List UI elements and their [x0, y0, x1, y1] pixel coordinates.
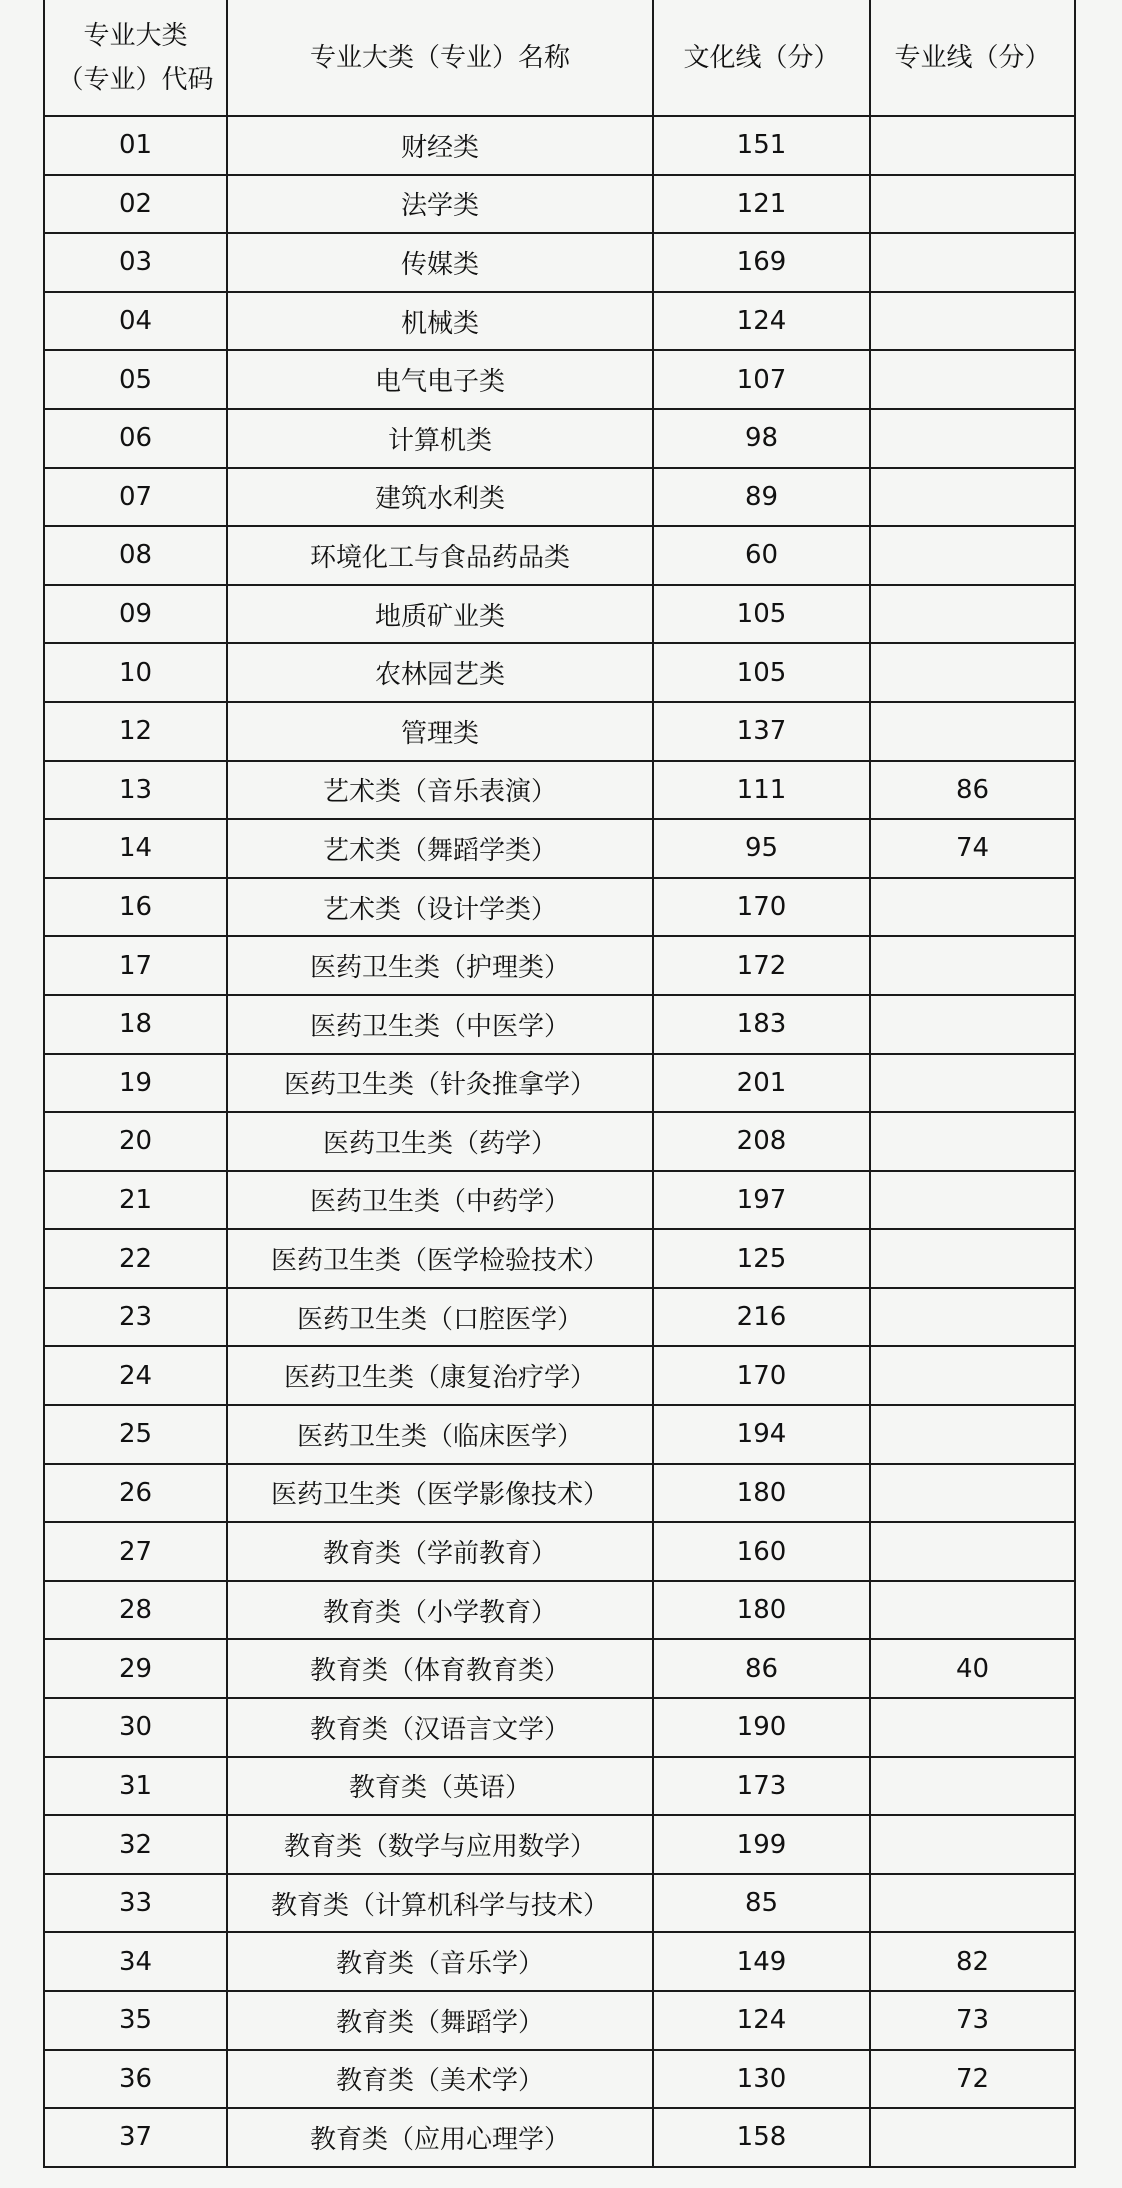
- cell-culture-score: 85: [653, 1874, 870, 1933]
- cell-name: 教育类（美术学）: [227, 2050, 653, 2109]
- cell-major-score: 74: [870, 819, 1075, 878]
- cell-major-score: [870, 116, 1075, 175]
- cell-culture-score: 160: [653, 1522, 870, 1581]
- cell-major-score: [870, 233, 1075, 292]
- table-row: [44, 2050, 1075, 2109]
- cell-name: 艺术类（音乐表演）: [227, 761, 653, 820]
- cell-culture-score: 158: [653, 2108, 870, 2167]
- cell-name: 电气电子类: [227, 350, 653, 409]
- cell-code: 09: [44, 585, 227, 644]
- header-code: [44, 0, 227, 116]
- cell-culture-score: 199: [653, 1815, 870, 1874]
- cell-code: 19: [44, 1054, 227, 1113]
- header-culture-score: 文化线（分）: [653, 0, 870, 116]
- cell-name: 教育类（音乐学）: [227, 1932, 653, 1991]
- header-code-line2: （专业）代码: [57, 64, 214, 95]
- table-row: [44, 292, 1075, 351]
- cell-major-score: 82: [870, 1932, 1075, 1991]
- cell-major-score: [870, 292, 1075, 351]
- cell-name: 教育类（数学与应用数学）: [227, 1815, 653, 1874]
- table-row: [44, 468, 1075, 527]
- cell-name: 地质矿业类: [227, 585, 653, 644]
- cell-code: 18: [44, 995, 227, 1054]
- cell-culture-score: 197: [653, 1171, 870, 1230]
- cell-name: 教育类（汉语言文学）: [227, 1698, 653, 1757]
- cell-name: 医药卫生类（医学影像技术）: [227, 1464, 653, 1523]
- table-row: [44, 995, 1075, 1054]
- cell-culture-score: 173: [653, 1757, 870, 1816]
- table-row: [44, 1346, 1075, 1405]
- cell-name: 财经类: [227, 116, 653, 175]
- cell-code: 13: [44, 761, 227, 820]
- cell-name: 教育类（学前教育）: [227, 1522, 653, 1581]
- table-row: [44, 1229, 1075, 1288]
- cell-major-score: [870, 936, 1075, 995]
- table-row: [44, 233, 1075, 292]
- cell-major-score: [870, 2108, 1075, 2167]
- cell-code: 22: [44, 1229, 227, 1288]
- cell-major-score: [870, 350, 1075, 409]
- cell-major-score: [870, 1054, 1075, 1113]
- cell-name: 法学类: [227, 175, 653, 234]
- cell-name: 机械类: [227, 292, 653, 351]
- cell-code: 28: [44, 1581, 227, 1640]
- cell-culture-score: 98: [653, 409, 870, 468]
- cell-code: 10: [44, 643, 227, 702]
- table-row: [44, 116, 1075, 175]
- cell-code: 30: [44, 1698, 227, 1757]
- cell-code: 06: [44, 409, 227, 468]
- table-row: [44, 1698, 1075, 1757]
- table-row: [44, 1991, 1075, 2050]
- table-row: [44, 526, 1075, 585]
- cell-code: 25: [44, 1405, 227, 1464]
- cell-code: 17: [44, 936, 227, 995]
- table-row: [44, 1815, 1075, 1874]
- cell-name: 建筑水利类: [227, 468, 653, 527]
- cell-major-score: [870, 995, 1075, 1054]
- cell-name: 医药卫生类（护理类）: [227, 936, 653, 995]
- cell-culture-score: 121: [653, 175, 870, 234]
- cell-culture-score: 107: [653, 350, 870, 409]
- table-row: [44, 819, 1075, 878]
- cell-code: 03: [44, 233, 227, 292]
- cell-major-score: [870, 175, 1075, 234]
- cell-culture-score: 183: [653, 995, 870, 1054]
- cell-culture-score: 124: [653, 1991, 870, 2050]
- cell-major-score: [870, 1288, 1075, 1347]
- cell-major-score: 86: [870, 761, 1075, 820]
- cell-name: 艺术类（舞蹈学类）: [227, 819, 653, 878]
- table-row: [44, 1405, 1075, 1464]
- cell-major-score: [870, 1405, 1075, 1464]
- cell-major-score: [870, 1346, 1075, 1405]
- cell-major-score: [870, 1874, 1075, 1933]
- table-row: [44, 1054, 1075, 1113]
- cell-name: 医药卫生类（中药学）: [227, 1171, 653, 1230]
- cell-code: 01: [44, 116, 227, 175]
- table-row: [44, 1171, 1075, 1230]
- cell-name: 环境化工与食品药品类: [227, 526, 653, 585]
- cell-code: 26: [44, 1464, 227, 1523]
- cell-major-score: [870, 702, 1075, 761]
- table-row: [44, 2108, 1075, 2167]
- cell-major-score: [870, 1581, 1075, 1640]
- cell-major-score: [870, 409, 1075, 468]
- cell-culture-score: 95: [653, 819, 870, 878]
- cell-code: 35: [44, 1991, 227, 2050]
- cell-major-score: [870, 1229, 1075, 1288]
- cell-code: 14: [44, 819, 227, 878]
- cell-name: 医药卫生类（临床医学）: [227, 1405, 653, 1464]
- cell-culture-score: 170: [653, 878, 870, 937]
- header-name: 专业大类（专业）名称: [227, 0, 653, 116]
- cell-code: 27: [44, 1522, 227, 1581]
- cell-name: 教育类（舞蹈学）: [227, 1991, 653, 2050]
- cell-name: 传媒类: [227, 233, 653, 292]
- table-row: [44, 175, 1075, 234]
- cell-culture-score: 105: [653, 585, 870, 644]
- table-row: [44, 585, 1075, 644]
- cell-major-score: [870, 585, 1075, 644]
- cell-major-score: [870, 1815, 1075, 1874]
- cell-code: 34: [44, 1932, 227, 1991]
- cell-name: 医药卫生类（药学）: [227, 1112, 653, 1171]
- cell-culture-score: 151: [653, 116, 870, 175]
- cell-major-score: [870, 643, 1075, 702]
- table-row: [44, 643, 1075, 702]
- cell-name: 医药卫生类（中医学）: [227, 995, 653, 1054]
- header-code-line1: 专业大类: [83, 20, 188, 51]
- cell-code: 08: [44, 526, 227, 585]
- table-header: [44, 0, 1075, 116]
- cell-name: 教育类（体育教育类）: [227, 1639, 653, 1698]
- cell-code: 33: [44, 1874, 227, 1933]
- cell-culture-score: 111: [653, 761, 870, 820]
- cell-culture-score: 201: [653, 1054, 870, 1113]
- cell-code: 31: [44, 1757, 227, 1816]
- cell-name: 艺术类（设计学类）: [227, 878, 653, 937]
- cell-name: 医药卫生类（口腔医学）: [227, 1288, 653, 1347]
- cell-culture-score: 172: [653, 936, 870, 995]
- cell-culture-score: 124: [653, 292, 870, 351]
- table-row: [44, 1112, 1075, 1171]
- cell-code: 16: [44, 878, 227, 937]
- cell-code: 24: [44, 1346, 227, 1405]
- table-row: [44, 702, 1075, 761]
- table-row: [44, 1757, 1075, 1816]
- cell-name: 教育类（计算机科学与技术）: [227, 1874, 653, 1933]
- cell-culture-score: 60: [653, 526, 870, 585]
- cell-code: 37: [44, 2108, 227, 2167]
- table-row: [44, 1874, 1075, 1933]
- table-body: [44, 116, 1075, 2167]
- cell-name: 计算机类: [227, 409, 653, 468]
- cell-name: 医药卫生类（针灸推拿学）: [227, 1054, 653, 1113]
- cell-code: 23: [44, 1288, 227, 1347]
- cell-code: 07: [44, 468, 227, 527]
- table-row: [44, 878, 1075, 937]
- cell-major-score: [870, 526, 1075, 585]
- header-major-score: 专业线（分）: [870, 0, 1075, 116]
- cell-code: 12: [44, 702, 227, 761]
- cell-major-score: [870, 468, 1075, 527]
- cell-culture-score: 130: [653, 2050, 870, 2109]
- cell-major-score: [870, 1112, 1075, 1171]
- cell-culture-score: 105: [653, 643, 870, 702]
- table-row: [44, 409, 1075, 468]
- score-line-table: [43, 0, 1076, 2168]
- cell-code: 29: [44, 1639, 227, 1698]
- cell-culture-score: 180: [653, 1464, 870, 1523]
- cell-name: 农林园艺类: [227, 643, 653, 702]
- cell-major-score: [870, 1522, 1075, 1581]
- cell-culture-score: 190: [653, 1698, 870, 1757]
- cell-name: 管理类: [227, 702, 653, 761]
- cell-code: 21: [44, 1171, 227, 1230]
- table-row: [44, 350, 1075, 409]
- cell-major-score: [870, 1464, 1075, 1523]
- cell-culture-score: 169: [653, 233, 870, 292]
- table-row: [44, 1932, 1075, 1991]
- cell-major-score: 72: [870, 2050, 1075, 2109]
- table-row: [44, 1464, 1075, 1523]
- table-row: [44, 1639, 1075, 1698]
- cell-name: 教育类（应用心理学）: [227, 2108, 653, 2167]
- cell-culture-score: 125: [653, 1229, 870, 1288]
- cell-code: 04: [44, 292, 227, 351]
- cell-culture-score: 86: [653, 1639, 870, 1698]
- cell-culture-score: 180: [653, 1581, 870, 1640]
- cell-code: 32: [44, 1815, 227, 1874]
- cell-culture-score: 194: [653, 1405, 870, 1464]
- cell-major-score: 40: [870, 1639, 1075, 1698]
- cell-code: 05: [44, 350, 227, 409]
- cell-code: 20: [44, 1112, 227, 1171]
- cell-code: 36: [44, 2050, 227, 2109]
- table-row: [44, 1581, 1075, 1640]
- table-row: [44, 936, 1075, 995]
- table-row: [44, 761, 1075, 820]
- cell-name: 医药卫生类（医学检验技术）: [227, 1229, 653, 1288]
- cell-name: 医药卫生类（康复治疗学）: [227, 1346, 653, 1405]
- cell-culture-score: 137: [653, 702, 870, 761]
- table-row: [44, 1522, 1075, 1581]
- cell-major-score: [870, 878, 1075, 937]
- cell-name: 教育类（英语）: [227, 1757, 653, 1816]
- cell-code: 02: [44, 175, 227, 234]
- cell-major-score: [870, 1698, 1075, 1757]
- cell-culture-score: 208: [653, 1112, 870, 1171]
- header-row: [44, 0, 1075, 116]
- table-row: [44, 1288, 1075, 1347]
- cell-culture-score: 89: [653, 468, 870, 527]
- cell-culture-score: 149: [653, 1932, 870, 1991]
- cell-name: 教育类（小学教育）: [227, 1581, 653, 1640]
- cell-major-score: [870, 1171, 1075, 1230]
- cell-major-score: [870, 1757, 1075, 1816]
- cell-culture-score: 216: [653, 1288, 870, 1347]
- cell-major-score: 73: [870, 1991, 1075, 2050]
- cell-culture-score: 170: [653, 1346, 870, 1405]
